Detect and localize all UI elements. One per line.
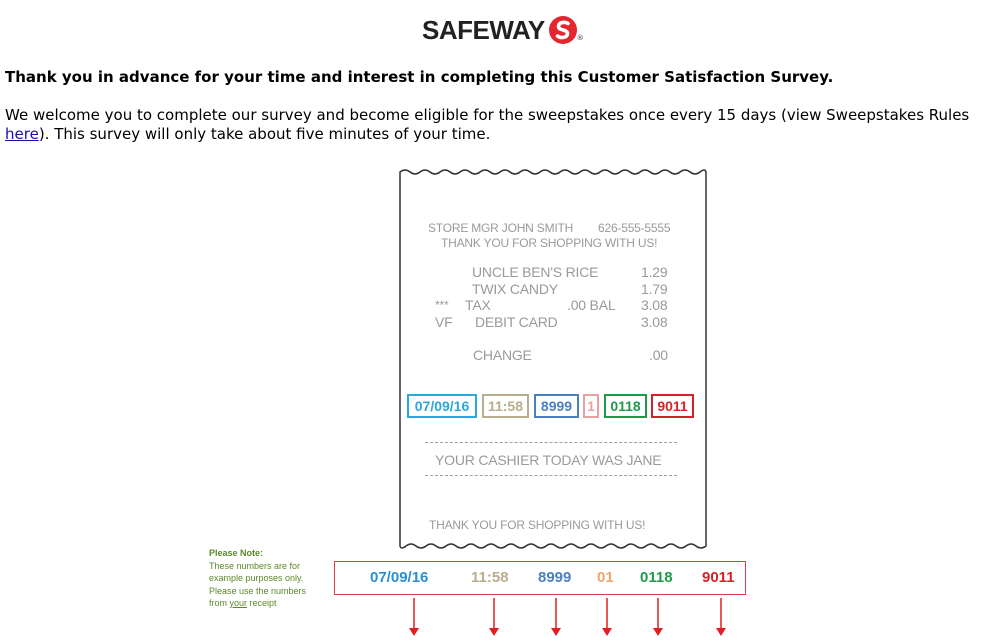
receipt-code-register: 1 (583, 394, 599, 418)
receipt-thanks-bottom: THANK YOU FOR SHOPPING WITH US! (429, 518, 646, 532)
line-item-name: UNCLE BEN'S RICE (472, 264, 599, 280)
note-line: example purposes only. (209, 573, 304, 583)
receipt-thanks-top: THANK YOU FOR SHOPPING WITH US! (441, 236, 658, 250)
example-date: 07/09/16 (370, 569, 429, 586)
note-title: Please Note: (209, 548, 264, 558)
note-emphasis: your (229, 598, 248, 608)
line-item-prefix: *** (435, 298, 449, 312)
line-item-amount: 1.79 (641, 281, 668, 297)
sweepstakes-rules-link[interactable]: here (5, 125, 39, 143)
safeway-logo (422, 12, 584, 48)
line-item-amount: 1.29 (641, 264, 668, 280)
note-line: Please use the numbers (209, 585, 307, 596)
intro-text-start: We welcome you to complete our survey and become eligible for the sweepstakes once every 15 days (view Sweepstakes Rules (5, 106, 970, 124)
down-arrow-icon (601, 598, 613, 638)
note-line (209, 597, 329, 610)
line-item-name: DEBIT CARD (475, 314, 558, 330)
example-transaction: 0118 (640, 569, 673, 586)
change-label: CHANGE (473, 347, 532, 363)
intro-text-end: ). This survey will only take about five minutes of your time. (38, 125, 491, 143)
line-item-amount: 3.08 (641, 314, 668, 330)
receipt-divider (425, 442, 677, 443)
down-arrow-icon (408, 598, 420, 638)
trademark-mark: ® (576, 34, 584, 42)
example-store: 8999 (538, 569, 572, 586)
store-manager: STORE MGR JOHN SMITH (428, 221, 574, 235)
receipt-code-transaction: 0118 (604, 394, 647, 418)
safeway-s-icon (548, 15, 578, 45)
down-arrow-icon (652, 598, 664, 638)
page-title: Thank you in advance for your time and interest in completing this Customer Satisfaction Survey. (5, 68, 834, 86)
line-item-prefix: VF (435, 314, 453, 330)
down-arrow-icon (550, 598, 562, 638)
receipt-code-employee: 9011 (651, 394, 694, 418)
example-time: 11:58 (471, 569, 509, 586)
please-note (209, 547, 329, 610)
note-line: These numbers are for (209, 560, 301, 571)
cashier-line: YOUR CASHIER TODAY WAS JANE (435, 452, 662, 468)
brand-name: SAFEWAY (422, 14, 545, 45)
receipt-code-store: 8999 (534, 394, 579, 418)
change-amount: .00 (649, 347, 668, 363)
note-text: from (209, 598, 230, 608)
line-item-amount: 3.08 (641, 297, 668, 313)
intro-paragraph (5, 106, 991, 144)
down-arrow-icon (715, 598, 727, 638)
down-arrow-icon (488, 598, 500, 638)
example-register: 01 (597, 569, 614, 586)
receipt-divider (425, 475, 677, 476)
line-item-name: TAX (465, 297, 491, 313)
sample-receipt (392, 160, 714, 558)
example-employee: 9011 (702, 569, 735, 586)
note-text: receipt (247, 598, 277, 608)
receipt-code-time: 11:58 (482, 394, 529, 418)
line-item-name: TWIX CANDY (472, 281, 558, 297)
line-item-balance: .00 BAL (567, 297, 616, 313)
store-phone: 626-555-5555 (598, 221, 671, 235)
receipt-code-date: 07/09/16 (407, 394, 477, 418)
